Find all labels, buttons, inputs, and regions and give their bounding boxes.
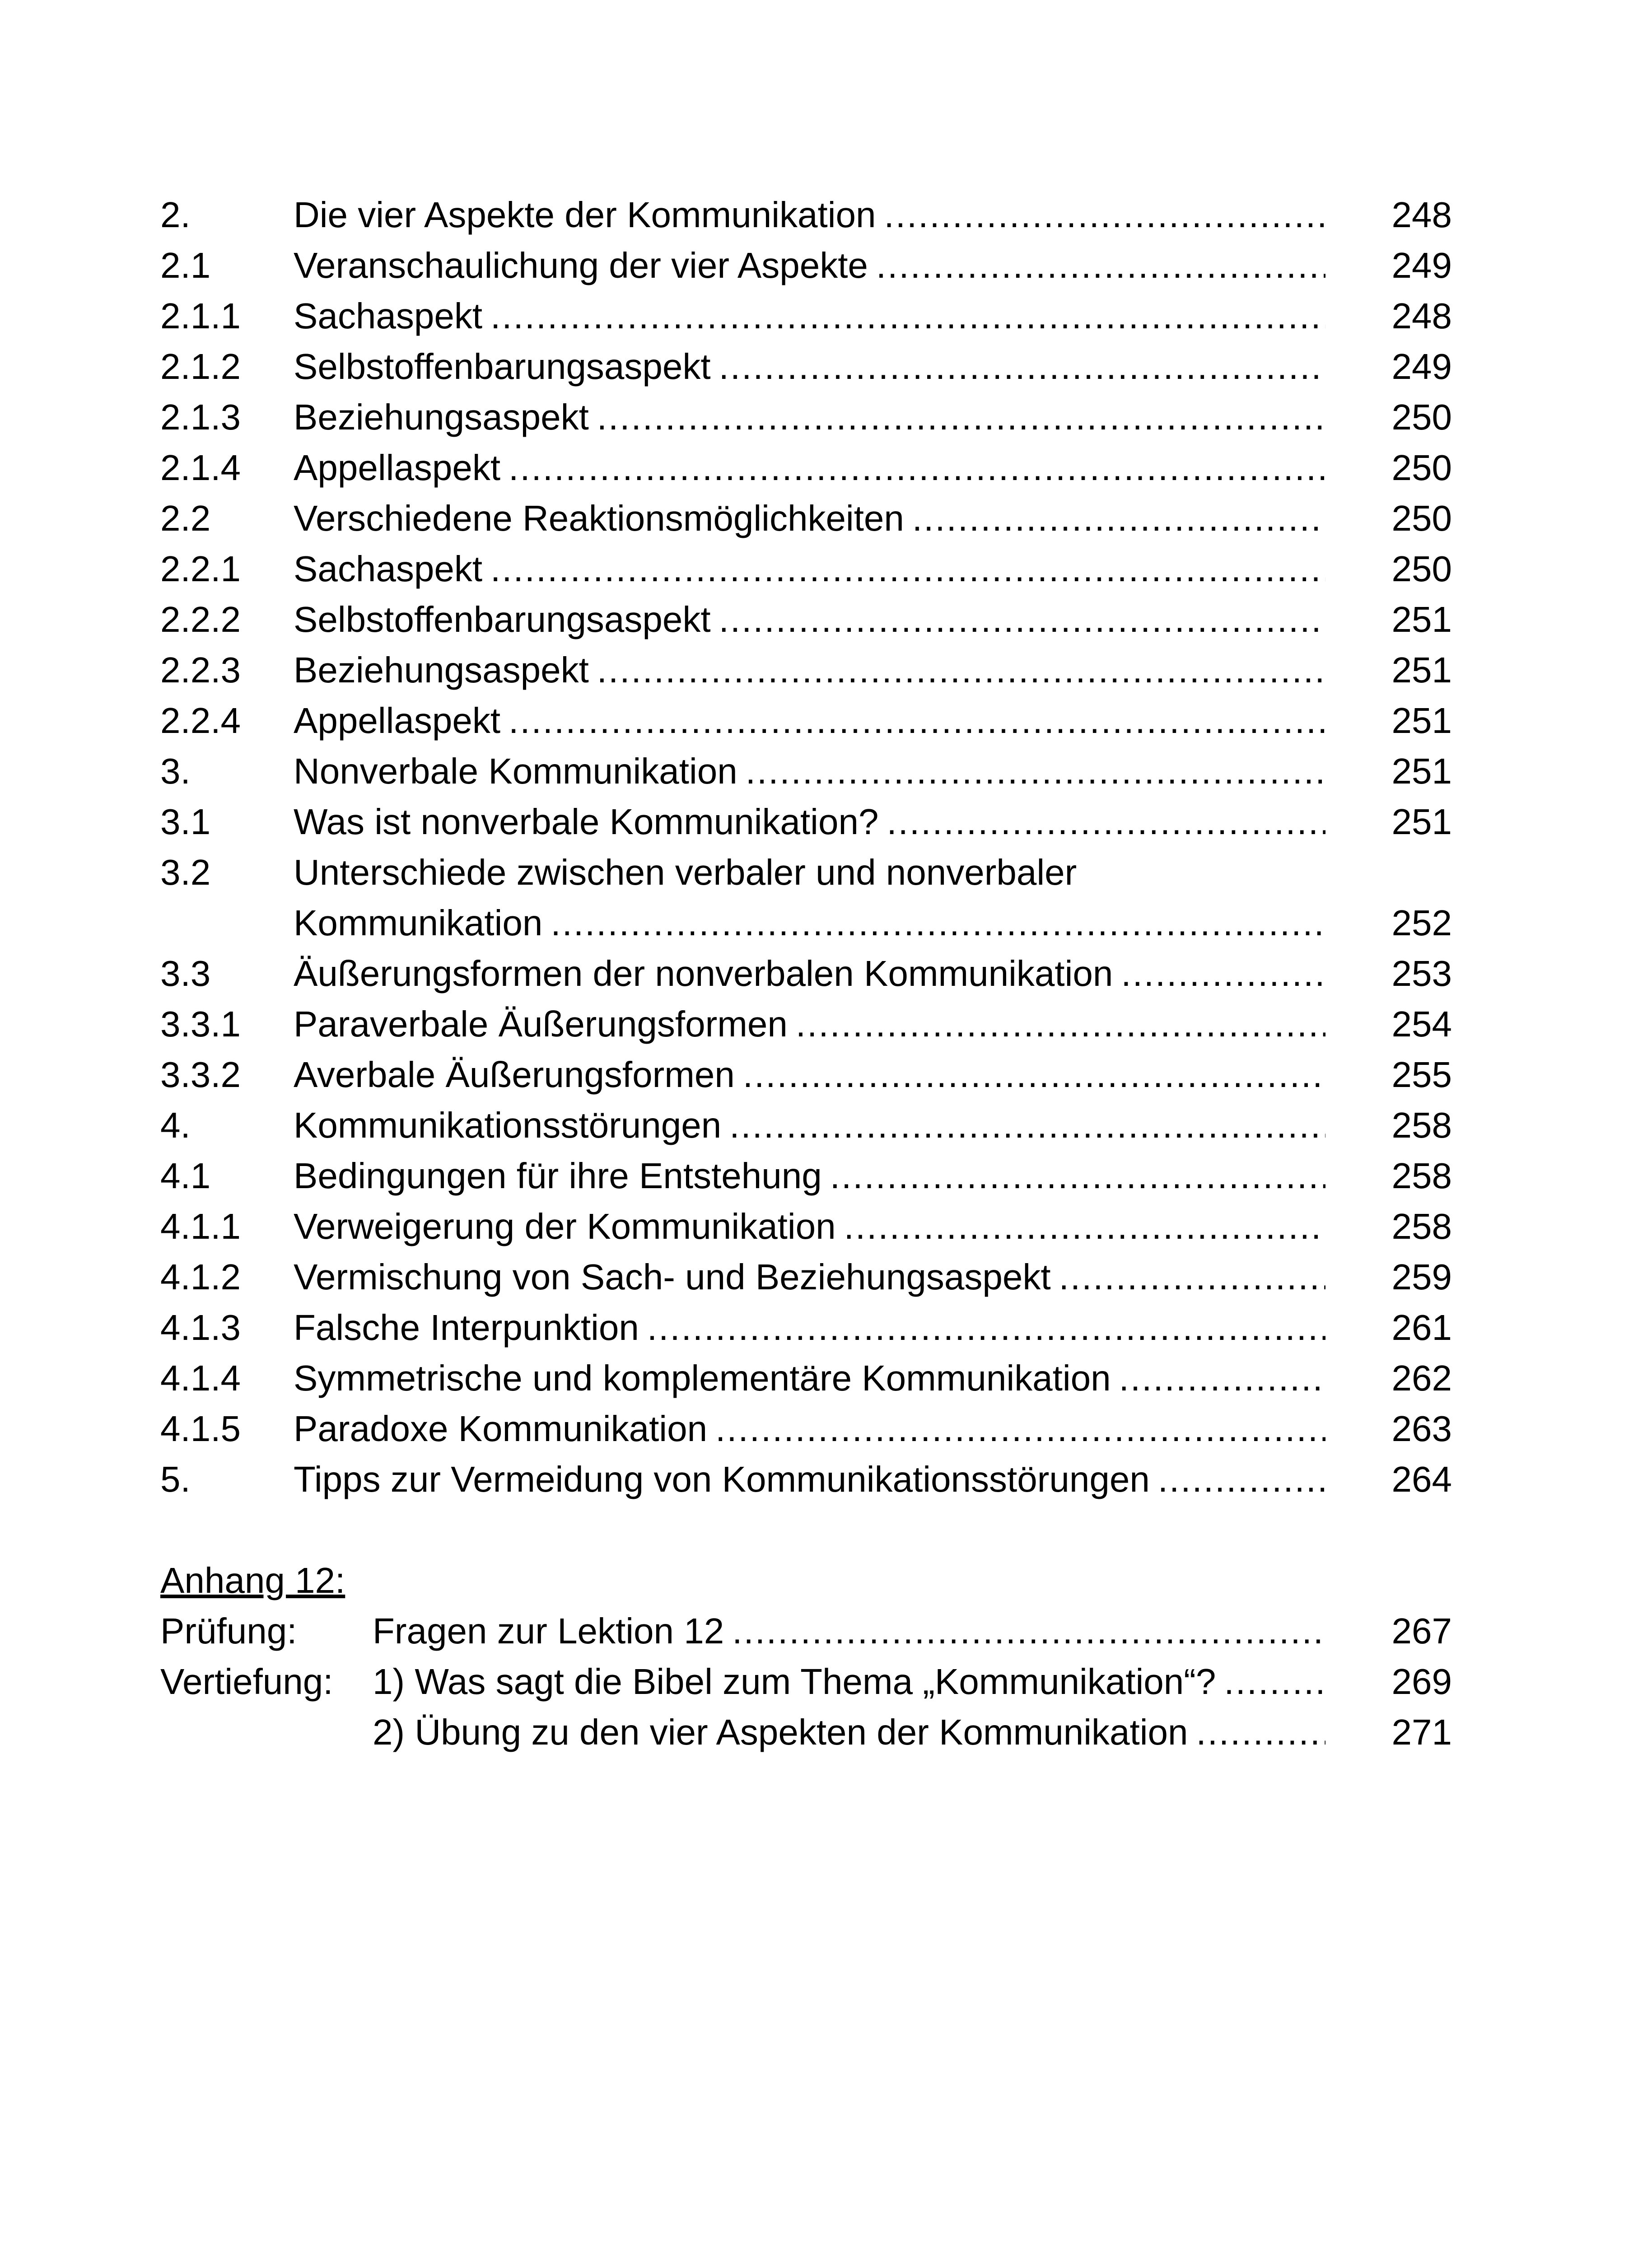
section-number: 3. — [160, 751, 191, 791]
dot-leader — [490, 544, 1325, 594]
page-number: 248 — [1391, 195, 1452, 235]
toc-row — [160, 1454, 1452, 1505]
section-number: 4.1 — [160, 1156, 211, 1196]
page-number: 259 — [1391, 1257, 1452, 1297]
dot-leader — [732, 1606, 1325, 1656]
section-number: 3.3 — [160, 953, 211, 994]
section-number: 4.1.2 — [160, 1257, 241, 1297]
section-title: Appellaspekt — [294, 448, 501, 488]
appendix-label: Prüfung: — [160, 1611, 297, 1651]
toc-row — [160, 1201, 1452, 1252]
toc-row — [160, 645, 1452, 695]
section-number: 2.1 — [160, 245, 211, 285]
page-number: 253 — [1391, 953, 1452, 994]
section-number: 4.1.3 — [160, 1307, 241, 1348]
dot-leader — [597, 392, 1325, 443]
dot-leader — [746, 746, 1325, 797]
page-number: 250 — [1391, 448, 1452, 488]
page-number: 251 — [1391, 650, 1452, 690]
section-title: Was ist nonverbale Kommunikation? — [294, 802, 879, 842]
section-title: Symmetrische und komplementäre Kommunikation — [294, 1358, 1111, 1398]
appendix-row — [160, 1707, 1452, 1758]
toc-row — [160, 1404, 1452, 1454]
section-title: Unterschiede zwischen verbaler und nonverbaler — [294, 852, 1077, 892]
section-number: 2.1.3 — [160, 397, 241, 437]
section-number: 2.2.3 — [160, 650, 241, 690]
toc-row — [160, 948, 1452, 999]
dot-leader — [884, 190, 1326, 240]
page-number: 264 — [1391, 1459, 1452, 1499]
toc-row — [160, 1100, 1452, 1151]
dot-leader — [912, 493, 1325, 544]
toc-row — [160, 493, 1452, 544]
section-number: 2.2.4 — [160, 700, 241, 741]
page-number: 250 — [1391, 549, 1452, 589]
dot-leader — [743, 1050, 1325, 1100]
toc-entries — [160, 190, 1452, 1505]
section-number: 2.1.1 — [160, 296, 241, 336]
section-number: 4.1.1 — [160, 1206, 241, 1246]
appendix-row — [160, 1606, 1452, 1656]
page-number: 258 — [1391, 1206, 1452, 1246]
toc-row — [160, 190, 1452, 240]
section-number: 2.1.2 — [160, 346, 241, 387]
dot-leader — [876, 240, 1325, 291]
dot-leader — [597, 645, 1325, 695]
appendix-heading: Anhang 12: — [160, 1560, 345, 1600]
section-number: 2. — [160, 195, 191, 235]
section-number: 3.3.1 — [160, 1004, 241, 1044]
dot-leader — [1121, 948, 1325, 999]
page-number: 250 — [1391, 397, 1452, 437]
section-title: Paradoxe Kommunikation — [294, 1409, 708, 1449]
section-number: 5. — [160, 1459, 191, 1499]
appendix — [160, 1555, 1452, 1758]
page-number: 249 — [1391, 245, 1452, 285]
page-number: 262 — [1391, 1358, 1452, 1398]
section-number: 3.3.2 — [160, 1054, 241, 1095]
section-title: Sachaspekt — [294, 296, 483, 336]
section-title: Averbale Äußerungsformen — [294, 1054, 735, 1095]
section-number: 3.2 — [160, 852, 211, 892]
section-number: 2.2.1 — [160, 549, 241, 589]
section-title: Vermischung von Sach- und Beziehungsaspekt — [294, 1257, 1051, 1297]
page-number: 251 — [1391, 700, 1452, 741]
page-number: 249 — [1391, 346, 1452, 387]
section-title: Nonverbale Kommunikation — [294, 751, 737, 791]
section-number: 3.1 — [160, 802, 211, 842]
dot-leader — [1119, 1353, 1325, 1404]
dot-leader — [719, 341, 1325, 392]
dot-leader — [647, 1302, 1325, 1353]
section-title: Beziehungsaspekt — [294, 650, 589, 690]
toc-row — [160, 999, 1452, 1050]
dot-leader — [551, 898, 1325, 948]
appendix-title: 2) Übung zu den vier Aspekten der Kommunikation — [373, 1712, 1188, 1752]
dot-leader — [509, 695, 1325, 746]
toc-row — [160, 443, 1452, 493]
section-number: 2.2 — [160, 498, 211, 538]
toc-row — [160, 695, 1452, 746]
section-title: Verschiedene Reaktionsmöglichkeiten — [294, 498, 904, 538]
dot-leader — [719, 594, 1325, 645]
table-of-contents — [160, 190, 1452, 1758]
page-number: 267 — [1391, 1611, 1452, 1651]
appendix-title: Fragen zur Lektion 12 — [373, 1611, 724, 1651]
page-number: 258 — [1391, 1156, 1452, 1196]
section-title: Sachaspekt — [294, 549, 483, 589]
section-title: Appellaspekt — [294, 700, 501, 741]
dot-leader — [830, 1151, 1325, 1201]
page-number: 261 — [1391, 1307, 1452, 1348]
page-number: 255 — [1391, 1054, 1452, 1095]
section-title: Die vier Aspekte der Kommunikation — [294, 195, 876, 235]
section-number: 4. — [160, 1105, 191, 1145]
dot-leader — [715, 1404, 1325, 1454]
section-title: Beziehungsaspekt — [294, 397, 589, 437]
section-number: 4.1.5 — [160, 1409, 241, 1449]
toc-row — [160, 291, 1452, 341]
dot-leader — [509, 443, 1325, 493]
page-number: 271 — [1391, 1712, 1452, 1752]
toc-row — [160, 594, 1452, 645]
page-number: 263 — [1391, 1409, 1452, 1449]
section-title: Verweigerung der Kommunikation — [294, 1206, 836, 1246]
section-title: Selbstoffenbarungsaspekt — [294, 346, 711, 387]
section-title: Tipps zur Vermeidung von Kommunikationsstörungen — [294, 1459, 1150, 1499]
section-title: Kommunikationsstörungen — [294, 1105, 722, 1145]
dot-leader — [1158, 1454, 1325, 1505]
section-title-continued: Kommunikation — [294, 903, 543, 943]
dot-leader — [887, 797, 1325, 847]
page-number: 251 — [1391, 599, 1452, 639]
section-number: 2.1.4 — [160, 448, 241, 488]
toc-row — [160, 1151, 1452, 1201]
toc-row — [160, 1302, 1452, 1353]
dot-leader — [1059, 1252, 1325, 1302]
toc-row — [160, 1050, 1452, 1100]
section-title: Bedingungen für ihre Entstehung — [294, 1156, 822, 1196]
dot-leader — [490, 291, 1325, 341]
toc-row — [160, 746, 1452, 797]
dot-leader — [1196, 1707, 1325, 1758]
page-number: 250 — [1391, 498, 1452, 538]
page-number: 258 — [1391, 1105, 1452, 1145]
appendix-label: Vertiefung: — [160, 1661, 333, 1702]
toc-row — [160, 341, 1452, 392]
section-title: Äußerungsformen der nonverbalen Kommunikation — [294, 953, 1113, 994]
section-title: Falsche Interpunktion — [294, 1307, 639, 1348]
section-number: 2.2.2 — [160, 599, 241, 639]
toc-row — [160, 240, 1452, 291]
page-number: 251 — [1391, 802, 1452, 842]
dot-leader — [796, 999, 1325, 1050]
toc-row — [160, 1353, 1452, 1404]
toc-row-continuation — [160, 898, 1452, 948]
section-gap — [160, 1505, 1452, 1555]
page-number: 252 — [1391, 903, 1452, 943]
page-number: 248 — [1391, 296, 1452, 336]
appendix-title: 1) Was sagt die Bibel zum Thema „Kommunikation“? — [373, 1661, 1216, 1702]
toc-row — [160, 544, 1452, 594]
page-number: 254 — [1391, 1004, 1452, 1044]
dot-leader — [729, 1100, 1325, 1151]
toc-row — [160, 847, 1452, 898]
section-number: 4.1.4 — [160, 1358, 241, 1398]
page-number: 269 — [1391, 1661, 1452, 1702]
appendix-row — [160, 1656, 1452, 1707]
toc-row — [160, 797, 1452, 847]
section-title: Selbstoffenbarungsaspekt — [294, 599, 711, 639]
page-number: 251 — [1391, 751, 1452, 791]
dot-leader — [844, 1201, 1325, 1252]
dot-leader — [1224, 1656, 1325, 1707]
section-title: Paraverbale Äußerungsformen — [294, 1004, 788, 1044]
section-title: Veranschaulichung der vier Aspekte — [294, 245, 868, 285]
toc-row — [160, 1252, 1452, 1302]
toc-row — [160, 392, 1452, 443]
